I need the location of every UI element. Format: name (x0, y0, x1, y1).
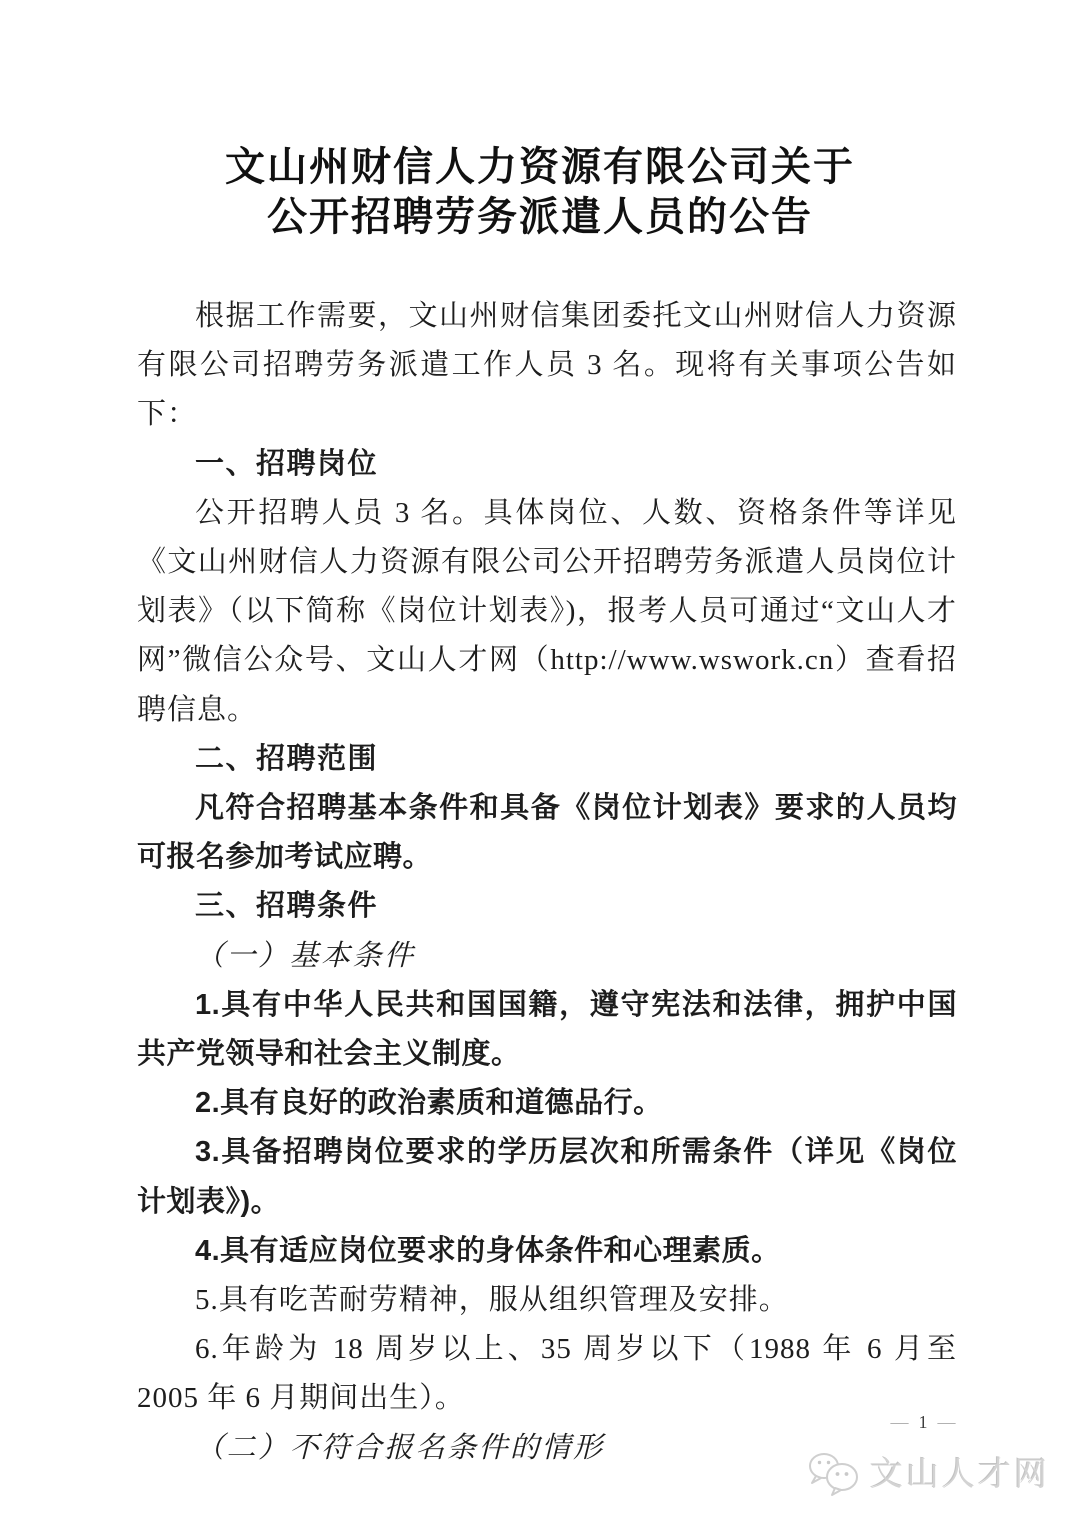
page-number-value: 1 (918, 1412, 928, 1432)
condition-item-5: 5.具有吃苦耐劳精神，服从组织管理及安排。 (195, 1284, 789, 1317)
subheading-basic-conditions: （一）基本条件 (195, 939, 416, 972)
condition-item-1: 1.具有中华人民共和国国籍，遵守宪法和法律，拥护中国共产党领导和社会主义制度。 (137, 988, 957, 1071)
condition-item-6: 6.年龄为 18 周岁以上、35 周岁以下（1988 年 6 月至 2005 年 6 月期间出生）。 (137, 1333, 957, 1415)
wechat-icon (806, 1450, 864, 1498)
section-heading-conditions: 三、招聘条件 (195, 890, 379, 923)
section-heading-positions: 一、招聘岗位 (195, 447, 379, 480)
page-number (873, 1412, 973, 1432)
watermark (806, 1450, 1050, 1498)
document-body (137, 292, 957, 1473)
page-number-right-dash: — (937, 1412, 956, 1432)
title-line-1: 文山州财信人力资源有限公司关于 (225, 144, 855, 189)
condition-item-4: 4.具有适应岗位要求的身体条件和心理素质。 (195, 1234, 781, 1267)
document-title (0, 142, 1080, 242)
section-heading-scope: 二、招聘范围 (195, 742, 379, 775)
title-line-2: 公开招聘劳务派遣人员的公告 (267, 194, 813, 239)
watermark-label: 文山人才网 (870, 1455, 1050, 1492)
paragraph-positions-detail: 公开招聘人员 3 名。具体岗位、人数、资格条件等详见《文山州财信人力资源有限公司公开招聘劳务派遣人员岗位计划表》（以下简称《岗位计划表》)，报考人员可通过“文山人才网”微信公众号、文山人才网（http://www.wswork.cn）查看招聘信息。 (137, 496, 957, 726)
page-number-left-dash: — (890, 1412, 909, 1432)
condition-item-2: 2.具有良好的政治素质和道德品行。 (195, 1087, 663, 1120)
subheading-ineligible-cases: （二）不符合报名条件的情形 (195, 1431, 605, 1464)
paragraph-scope: 凡符合招聘基本条件和具备《岗位计划表》要求的人员均可报名参加考试应聘。 (137, 792, 957, 874)
paragraph-intro: 根据工作需要，文山州财信集团委托文山州财信人力资源有限公司招聘劳务派遣工作人员 3 名。现将有关事项公告如下： (137, 300, 957, 431)
condition-item-3: 3.具备招聘岗位要求的学历层次和所需条件（详见《岗位计划表》)。 (137, 1136, 957, 1218)
